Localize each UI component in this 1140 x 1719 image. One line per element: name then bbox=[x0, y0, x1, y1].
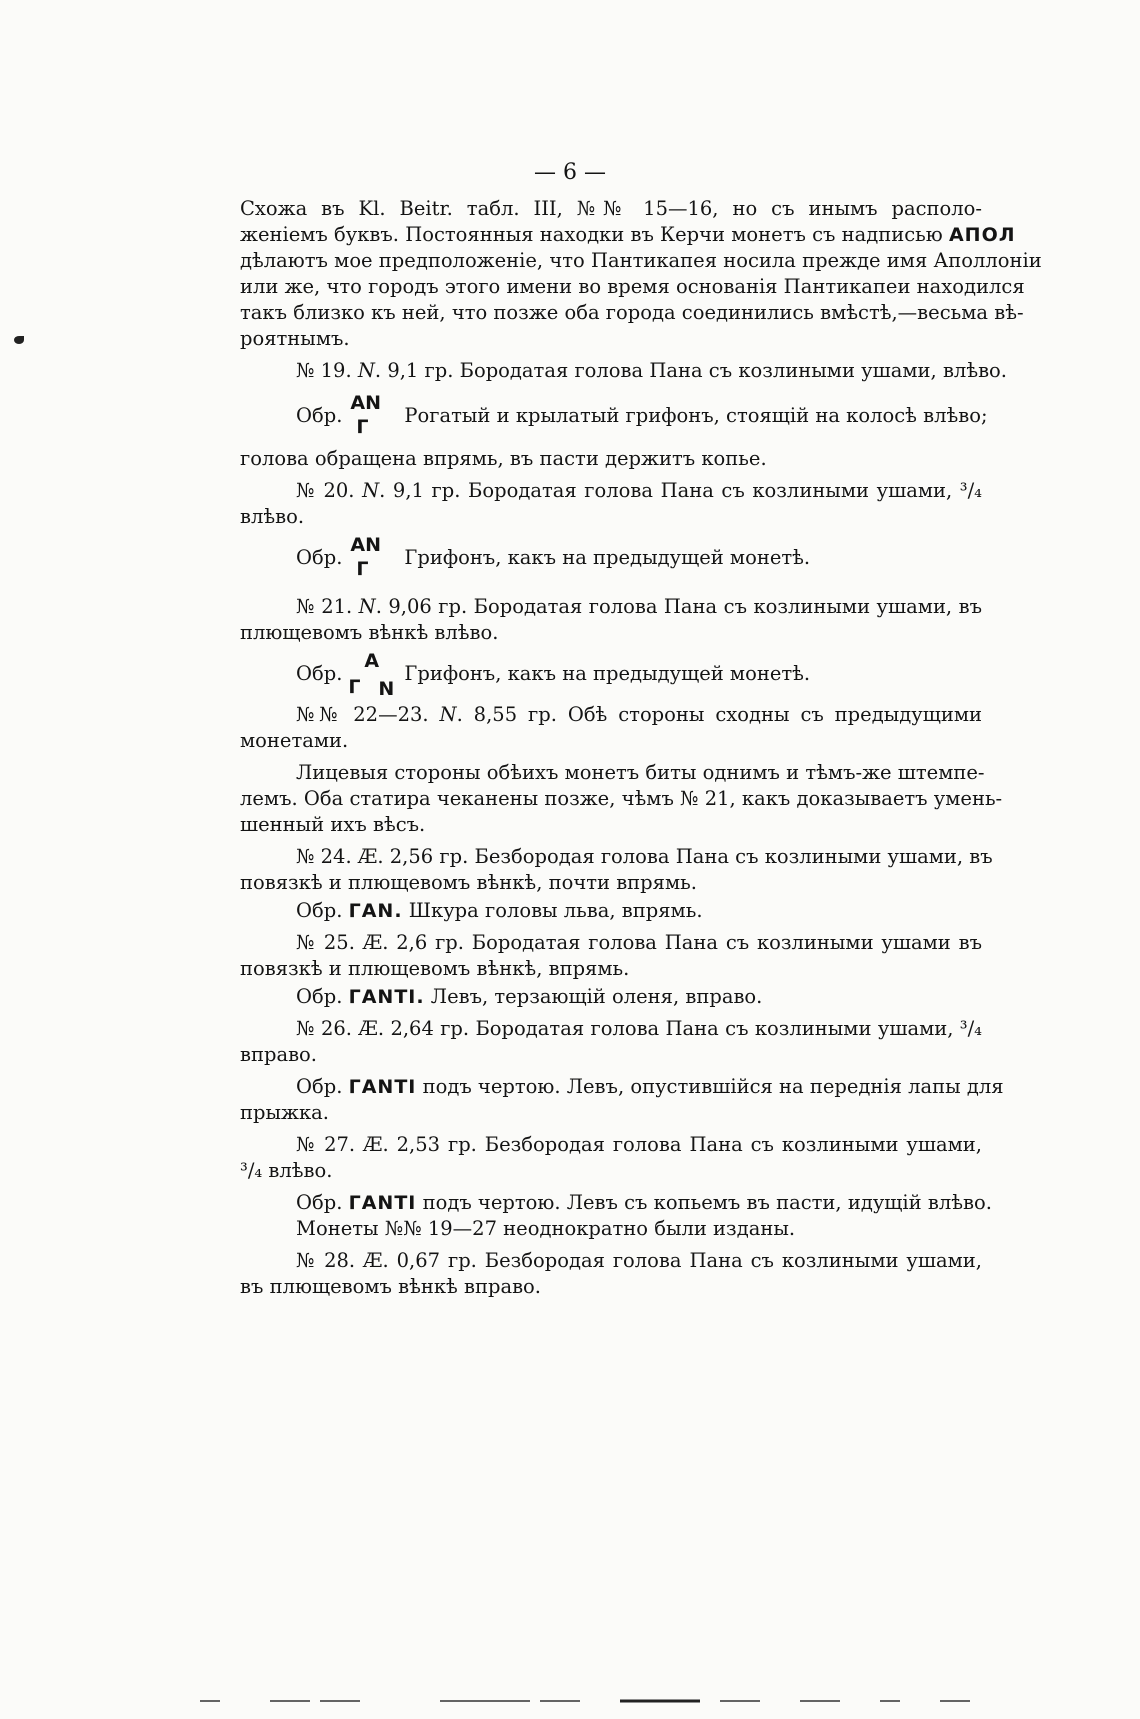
entry-27-reverse: Обр. ΓANTI подъ чертою. Левъ съ копьемъ въ пасти, идущій влѣво. bbox=[296, 1191, 992, 1214]
monogram-an-g: AN Γ bbox=[350, 392, 382, 438]
legend-apol: АПОЛ bbox=[948, 224, 1016, 246]
entry-20-reverse: Обр. AN Γ Грифонъ, какъ на предыдущей монетѣ. bbox=[240, 532, 982, 592]
entry-20: № 20. 𝑁. 9,1 гр. Бородатая голова Пана съ козлиными ушами, ³/₄ bbox=[296, 479, 982, 502]
text-line: или же, что городъ этого имени во время основанія Пантикапеи находился bbox=[240, 275, 1025, 298]
legend-panti: ΓANTI bbox=[348, 1076, 417, 1098]
text-line: повязкѣ и плющевомъ вѣнкѣ, впрямь. bbox=[240, 957, 630, 980]
text-line: Лицевыя стороны обѣихъ монетъ биты однимъ и тѣмъ-же штемпе- bbox=[296, 761, 985, 784]
entry-27: № 27. Æ. 2,53 гр. Безбородая голова Пана съ козлиными ушами, bbox=[296, 1133, 982, 1156]
text-line: ³/₄ влѣво. bbox=[240, 1159, 333, 1182]
text-line: шенный ихъ вѣсъ. bbox=[240, 813, 426, 836]
text-line: голова обращена впрямь, въ пасти держитъ копье. bbox=[240, 447, 767, 470]
text-line: лемъ. Оба статира чеканены позже, чѣмъ № 21, какъ доказываетъ умень- bbox=[240, 787, 1003, 810]
text-line: женіемъ буквъ. Постоянныя находки въ Керчи монетъ съ надписью АПОЛ bbox=[240, 223, 1016, 246]
entry-25-reverse: Обр. ΓANTI. Левъ, терзающій оленя, вправо. bbox=[296, 985, 763, 1008]
entry-19-reverse: Обр. AN Γ Рогатый и крылатый грифонъ, стоящій на колосѣ влѣво; bbox=[240, 390, 982, 450]
entry-26-reverse: Обр. ΓANTI подъ чертою. Левъ, опустившійся на переднія лапы для bbox=[296, 1075, 1004, 1098]
text-line: дѣлаютъ мое предположеніе, что Пантикапея носила прежде имя Аполлоніи bbox=[240, 249, 1042, 272]
text-line: плющевомъ вѣнкѣ влѣво. bbox=[240, 621, 499, 644]
page-number: — 6 — bbox=[534, 160, 606, 185]
scan-edge-noise bbox=[200, 1698, 1000, 1704]
margin-mark bbox=[14, 336, 24, 344]
entry-24: № 24. Æ. 2,56 гр. Безбородая голова Пана съ козлиными ушами, въ bbox=[296, 845, 993, 868]
entry-19: № 19. 𝑁. 9,1 гр. Бородатая голова Пана съ козлиными ушами, влѣво. bbox=[296, 359, 1007, 382]
text-line: повязкѣ и плющевомъ вѣнкѣ, почти впрямь. bbox=[240, 871, 697, 894]
text-line: монетами. bbox=[240, 729, 349, 752]
entry-24-reverse: Обр. ΓAN. Шкура головы льва, впрямь. bbox=[296, 899, 703, 922]
text-line: такъ близко къ ней, что позже оба города соединились вмѣстѣ,—весьма вѣ- bbox=[240, 301, 1024, 324]
text-line: вправо. bbox=[240, 1043, 318, 1066]
text-line: въ плющевомъ вѣнкѣ вправо. bbox=[240, 1275, 541, 1298]
entry-21-reverse: Обр. A Γ N Грифонъ, какъ на предыдущей монетѣ. bbox=[296, 650, 811, 700]
text-line: роятнымъ. bbox=[240, 327, 350, 350]
entry-25: № 25. Æ. 2,6 гр. Бородатая голова Пана съ козлиными ушами въ bbox=[296, 931, 982, 954]
text-line: прыжка. bbox=[240, 1101, 329, 1124]
monogram-a-g-n: A Γ N bbox=[348, 650, 395, 700]
legend-panti: ΓANTI bbox=[348, 1192, 417, 1214]
text-line: Монеты №№ 19—27 неоднократно были изданы. bbox=[296, 1217, 796, 1240]
legend-pan: ΓAN. bbox=[348, 900, 403, 922]
legend-panti: ΓANTI. bbox=[348, 986, 425, 1008]
entry-26: № 26. Æ. 2,64 гр. Бородатая голова Пана съ козлиными ушами, ³/₄ bbox=[296, 1017, 982, 1040]
monogram-an-g: AN Γ bbox=[350, 534, 382, 580]
entry-22-23: №№ 22—23. 𝑁. 8,55 гр. Обѣ стороны сходны съ предыдущими bbox=[296, 703, 982, 726]
entry-28: № 28. Æ. 0,67 гр. Безбородая голова Пана съ козлиными ушами, bbox=[296, 1249, 982, 1272]
entry-21: № 21. 𝑁. 9,06 гр. Бородатая голова Пана съ козлиными ушами, въ bbox=[296, 595, 982, 618]
text-line: влѣво. bbox=[240, 505, 305, 528]
text-line: Схожа въ Kl. Beitr. табл. III, №№ 15—16, но съ инымъ располо- bbox=[240, 197, 982, 220]
